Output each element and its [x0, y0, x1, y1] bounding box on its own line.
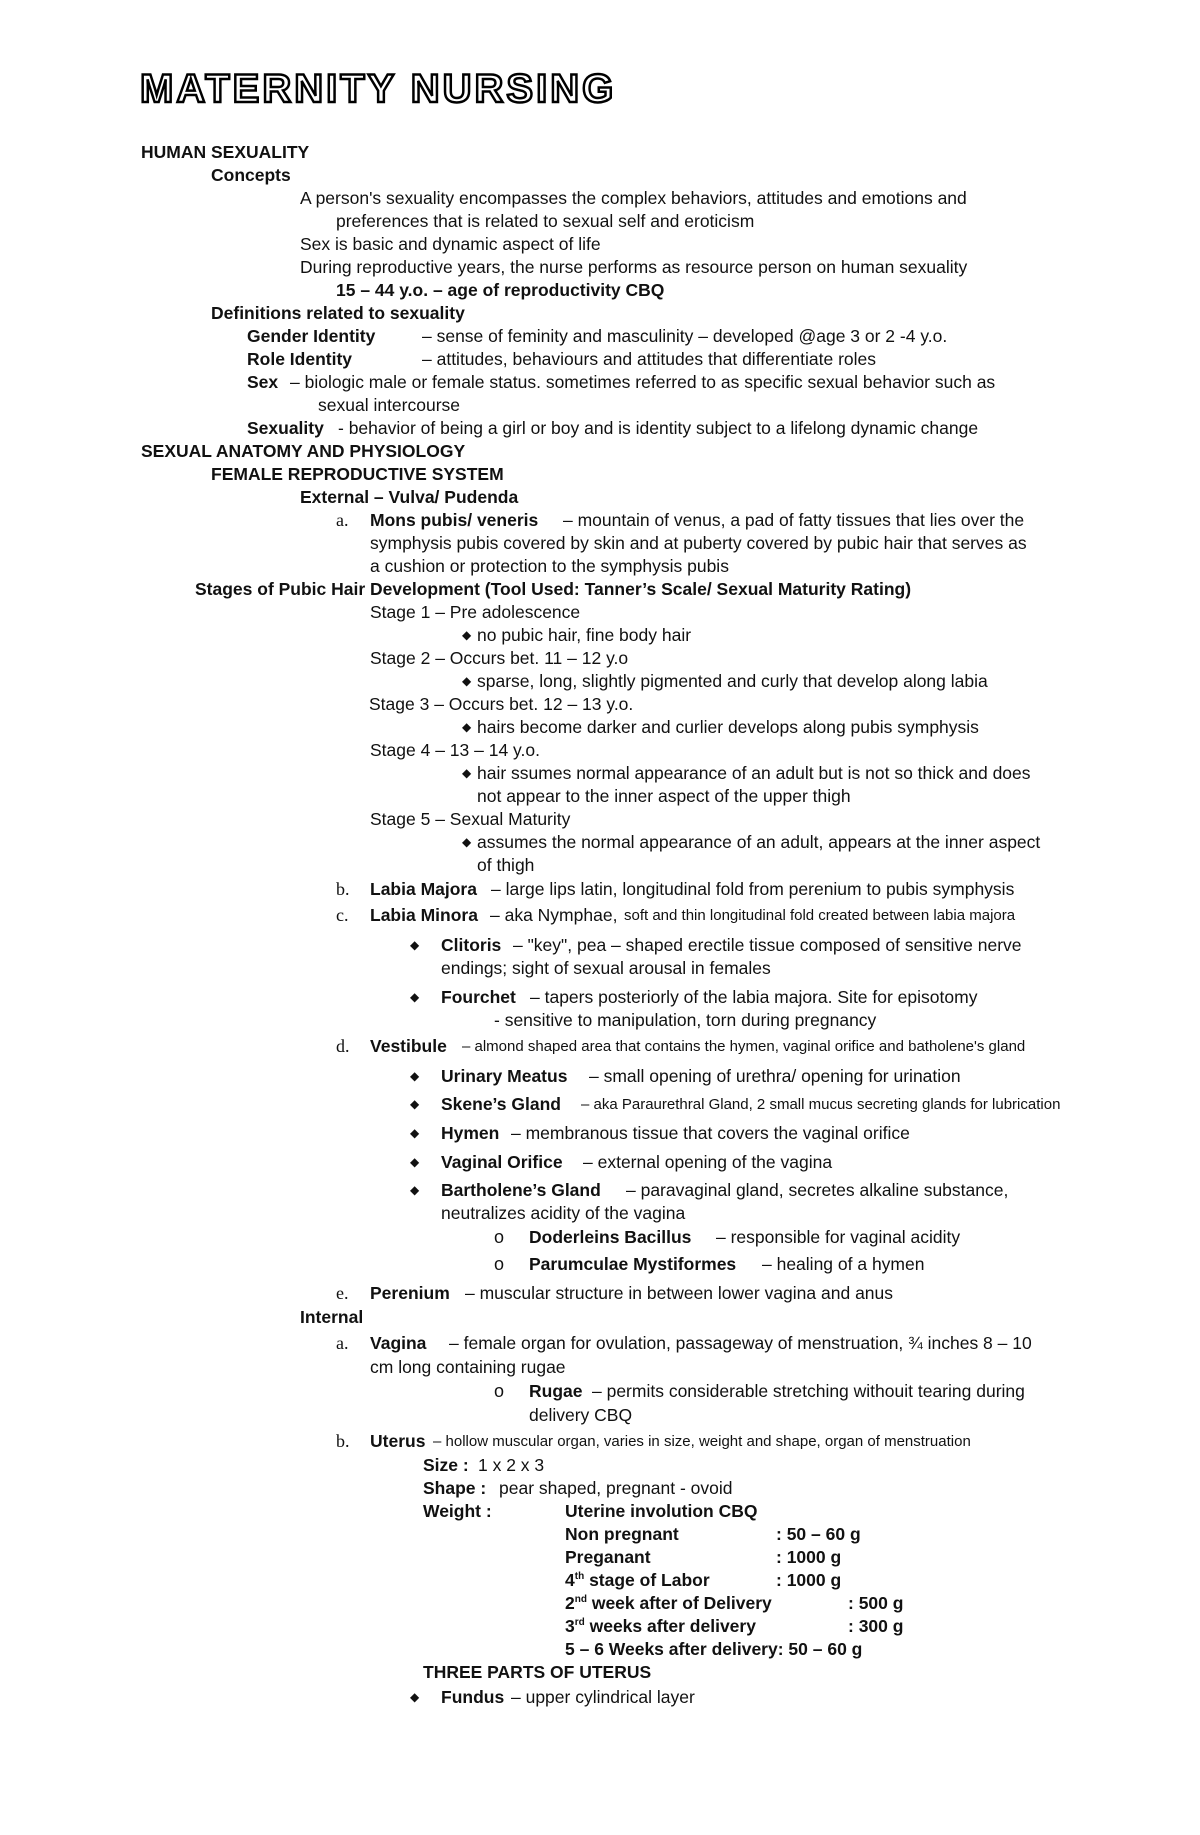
item-term: Urinary Meatus — [441, 1066, 568, 1086]
item-term: Parumculae Mystiformes — [529, 1254, 737, 1274]
item-text: – upper cylindrical layer — [511, 1687, 695, 1707]
circle-bullet-icon: o — [494, 1227, 505, 1247]
item-term: Mons pubis/ veneris — [370, 510, 539, 530]
item-term: Labia Minora — [370, 905, 478, 925]
stage-label: Stage 5 – Sexual Maturity — [370, 809, 571, 829]
item-text: – small opening of urethra/ opening for urination — [589, 1066, 961, 1086]
item-text: – aka Nymphae, — [490, 905, 618, 925]
stage-note: hairs become darker and curlier develops along pubis symphysis — [477, 717, 979, 737]
concept-line: Sex is basic and dynamic aspect of life — [300, 234, 601, 254]
stage-label: Stage 2 – Occurs bet. 11 – 12 y.o — [370, 648, 629, 668]
uterus-parts-heading: THREE PARTS OF UTERUS — [423, 1662, 652, 1682]
item-text: – paravaginal gland, secretes alkaline substance, — [626, 1180, 1009, 1200]
item-text: endings; sight of sexual arousal in females — [441, 958, 771, 978]
item-term: Vestibule — [370, 1036, 447, 1056]
item-term: Hymen — [441, 1123, 500, 1143]
weight-row-label: 4th stage of Labor — [565, 1570, 710, 1590]
bullet-icon: ◆ — [410, 938, 420, 952]
involution-heading: Uterine involution CBQ — [565, 1501, 758, 1521]
item-text: – "key", pea – shaped erectile tissue composed of sensitive nerve — [513, 935, 1022, 955]
list-marker: c. — [336, 905, 349, 925]
item-text: – healing of a hymen — [762, 1254, 925, 1274]
item-term: Vagina — [370, 1333, 427, 1353]
weight-row-value: : 50 – 60 g — [776, 1524, 861, 1544]
weight-row-value: : 300 g — [848, 1616, 904, 1636]
circle-bullet-icon: o — [494, 1254, 505, 1274]
definition-text: – sense of feminity and masculinity – developed @age 3 or 2 -4 y.o. — [422, 326, 948, 346]
item-text: – muscular structure in between lower vagina and anus — [465, 1283, 894, 1303]
weight-row-label: 2nd week after of Delivery — [565, 1593, 772, 1613]
concepts-heading: Concepts — [211, 165, 291, 185]
list-marker: e. — [336, 1283, 349, 1303]
bullet-icon: ◆ — [462, 720, 472, 734]
item-term: Vaginal Orifice — [441, 1152, 563, 1172]
item-text: – responsible for vaginal acidity — [716, 1227, 961, 1247]
weight-row-label: 3rd weeks after delivery — [565, 1616, 756, 1636]
weight-row-label: 5 – 6 Weeks after delivery: 50 – 60 g — [565, 1639, 863, 1659]
definition-term: Gender Identity — [247, 326, 376, 346]
item-text: delivery CBQ — [529, 1405, 633, 1425]
definition-text: - behavior of being a girl or boy and is identity subject to a lifelong dynamic change — [338, 418, 979, 438]
weight-row-value: : 1000 g — [776, 1547, 842, 1567]
section-heading-human-sexuality: HUMAN SEXUALITY — [141, 142, 310, 162]
item-text: – tapers posteriorly of the labia majora. Site for episotomy — [530, 987, 978, 1007]
definition-term: Sexuality — [247, 418, 324, 438]
stage-label: Stage 4 – 13 – 14 y.o. — [370, 740, 540, 760]
uterus-size-value: 1 x 2 x 3 — [478, 1455, 545, 1475]
uterus-shape-label: Shape : — [423, 1478, 487, 1498]
item-text: cm long containing rugae — [370, 1357, 566, 1377]
item-term: Skene’s Gland — [441, 1094, 561, 1114]
concept-line: preferences that is related to sexual self and eroticism — [336, 211, 755, 231]
female-system-heading: FEMALE REPRODUCTIVE SYSTEM — [211, 464, 504, 484]
uterus-weight-label: Weight : — [423, 1501, 492, 1521]
stage-label: Stage 3 – Occurs bet. 12 – 13 y.o. — [369, 694, 634, 714]
item-text: a cushion or protection to the symphysis pubis — [370, 556, 729, 576]
item-term: Fundus — [441, 1687, 505, 1707]
stage-note: sparse, long, slightly pigmented and curly that develop along labia — [477, 671, 988, 691]
bullet-icon: ◆ — [410, 990, 420, 1004]
item-text: – hollow muscular organ, varies in size, weight and shape, organ of menstruation — [433, 1433, 971, 1450]
list-marker: d. — [336, 1036, 350, 1056]
definition-term: Role Identity — [247, 349, 353, 369]
concept-line: A person's sexuality encompasses the complex behaviors, attitudes and emotions and — [300, 188, 967, 208]
item-term: Rugae — [529, 1381, 583, 1401]
definition-term: Sex — [247, 372, 279, 392]
bullet-icon: ◆ — [410, 1097, 420, 1111]
item-text: - sensitive to manipulation, torn during pregnancy — [494, 1010, 877, 1030]
bullet-icon: ◆ — [462, 766, 472, 780]
tanner-heading: Stages of Pubic Hair Development (Tool Used: Tanner’s Scale/ Sexual Maturity Rating) — [195, 579, 912, 599]
stage-note: hair ssumes normal appearance of an adult but is not so thick and does — [477, 763, 1031, 783]
weight-row-value: : 500 g — [848, 1593, 904, 1613]
weight-row-value: : 1000 g — [776, 1570, 842, 1590]
bullet-icon: ◆ — [410, 1126, 420, 1140]
list-marker: b. — [336, 879, 350, 899]
bullet-icon: ◆ — [410, 1069, 420, 1083]
bullet-icon: ◆ — [410, 1155, 420, 1169]
item-text: soft and thin longitudinal fold created between labia majora — [624, 907, 1016, 924]
stage-note: of thigh — [477, 855, 535, 875]
item-term: Perenium — [370, 1283, 450, 1303]
bullet-icon: ◆ — [410, 1183, 420, 1197]
weight-row-label: Preganant — [565, 1547, 651, 1567]
item-term: Labia Majora — [370, 879, 477, 899]
definition-text: – attitudes, behaviours and attitudes that differentiate roles — [422, 349, 877, 369]
list-marker: b. — [336, 1431, 350, 1451]
reproductive-age-note: 15 – 44 y.o. – age of reproductivity CBQ — [336, 280, 665, 300]
item-text: symphysis pubis covered by skin and at puberty covered by pubic hair that serves as — [370, 533, 1027, 553]
bullet-icon: ◆ — [462, 674, 472, 688]
weight-row-label: Non pregnant — [565, 1524, 679, 1544]
item-text: – large lips latin, longitudinal fold from perenium to pubis symphysis — [491, 879, 1015, 899]
bullet-icon: ◆ — [462, 628, 472, 642]
circle-bullet-icon: o — [494, 1381, 505, 1401]
stage-note: not appear to the inner aspect of the upper thigh — [477, 786, 851, 806]
item-term: Fourchet — [441, 987, 516, 1007]
item-term: Clitoris — [441, 935, 502, 955]
item-text: – membranous tissue that covers the vaginal orifice — [511, 1123, 910, 1143]
item-text: – aka Paraurethral Gland, 2 small mucus secreting glands for lubrication — [581, 1096, 1061, 1113]
list-marker: a. — [336, 1333, 349, 1353]
section-heading-anatomy: SEXUAL ANATOMY AND PHYSIOLOGY — [141, 441, 466, 461]
item-term: Doderleins Bacillus — [529, 1227, 692, 1247]
stage-label: Stage 1 – Pre adolescence — [370, 602, 581, 622]
concept-line: During reproductive years, the nurse performs as resource person on human sexuality — [300, 257, 968, 277]
stage-note: assumes the normal appearance of an adult, appears at the inner aspect — [477, 832, 1041, 852]
bullet-icon: ◆ — [462, 835, 472, 849]
list-marker: a. — [336, 510, 349, 530]
internal-heading: Internal — [300, 1307, 364, 1327]
item-term: Bartholene’s Gland — [441, 1180, 601, 1200]
external-heading: External – Vulva/ Pudenda — [300, 487, 519, 507]
definition-text: – biologic male or female status. sometimes referred to as specific sexual behavior such as — [290, 372, 996, 392]
uterus-shape-value: pear shaped, pregnant - ovoid — [499, 1478, 733, 1498]
item-text: – almond shaped area that contains the hymen, vaginal orifice and batholene's gland — [462, 1038, 1026, 1055]
definitions-heading: Definitions related to sexuality — [211, 303, 465, 323]
item-text: – permits considerable stretching withouit tearing during — [592, 1381, 1025, 1401]
definition-text: sexual intercourse — [318, 395, 461, 415]
stage-note: no pubic hair, fine body hair — [477, 625, 692, 645]
page-title: MATERNITY NURSING — [140, 67, 617, 111]
item-term: Uterus — [370, 1431, 426, 1451]
bullet-icon: ◆ — [410, 1690, 420, 1704]
item-text: neutralizes acidity of the vagina — [441, 1203, 686, 1223]
item-text: – female organ for ovulation, passageway of menstruation, ¾ inches 8 – 10 — [449, 1333, 1032, 1353]
uterus-size-label: Size : — [423, 1455, 469, 1475]
item-text: – external opening of the vagina — [583, 1152, 833, 1172]
item-text: – mountain of venus, a pad of fatty tissues that lies over the — [563, 510, 1025, 530]
